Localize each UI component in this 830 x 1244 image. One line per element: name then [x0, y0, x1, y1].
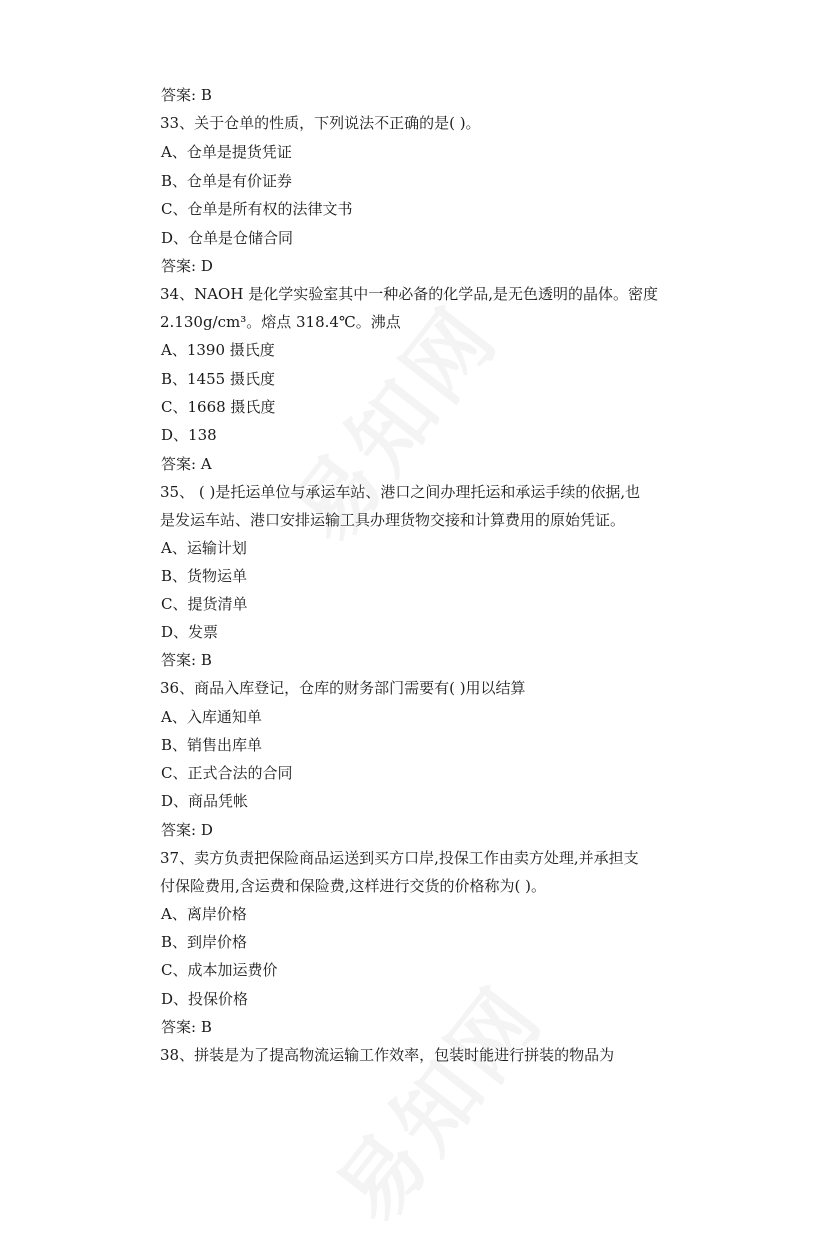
- answer-option: A、仓单是提货凭证: [161, 143, 292, 161]
- answer-key: 答案: D: [161, 821, 213, 839]
- watermark: [304, 957, 566, 1244]
- answer-option: B、1455 摄氏度: [161, 370, 275, 388]
- answer-option: D、仓单是仓储合同: [161, 229, 294, 247]
- answer-key: 答案: D: [161, 257, 213, 275]
- answer-option: B、销售出库单: [161, 736, 263, 754]
- answer-option: D、投保价格: [161, 990, 249, 1008]
- answer-key: 答案: B: [161, 86, 212, 104]
- answer-option: A、1390 摄氏度: [161, 341, 275, 359]
- answer-option: D、商品凭帐: [161, 792, 249, 810]
- answer-option: C、仓单是所有权的法律文书: [161, 200, 353, 218]
- answer-key: 答案: B: [161, 651, 212, 669]
- question-text: 35、 ( )是托运单位与承运车站、港口之间办理托运和承运手续的依据,也: [160, 483, 641, 501]
- question-text: 2.130g/cm³。熔点 318.4℃。沸点: [160, 313, 401, 331]
- answer-option: C、1668 摄氏度: [161, 398, 276, 416]
- question-text: 33、关于仓单的性质，下列说法不正确的是( )。: [160, 114, 481, 132]
- question-text: 37、卖方负责把保险商品运送到买方口岸,投保工作由卖方处理,并承担支: [160, 849, 639, 867]
- question-text: 34、NAOH 是化学实验室其中一种必备的化学品,是无色透明的晶体。密度: [160, 285, 658, 303]
- answer-option: D、发票: [161, 623, 219, 641]
- answer-option: C、成本加运费价: [161, 961, 278, 979]
- answer-option: C、提货清单: [161, 595, 248, 613]
- question-text: 是发运车站、港口安排运输工具办理货物交接和计算费用的原始凭证。: [160, 511, 626, 529]
- answer-option: B、货物运单: [161, 567, 248, 585]
- answer-option: D、138: [161, 426, 217, 444]
- answer-option: B、到岸价格: [161, 933, 248, 951]
- answer-key: 答案: A: [161, 455, 212, 473]
- answer-option: A、运输计划: [161, 539, 247, 557]
- answer-option: C、正式合法的合同: [161, 764, 293, 782]
- answer-option: A、入库通知单: [161, 708, 262, 726]
- answer-key: 答案: B: [161, 1018, 212, 1036]
- answer-option: A、离岸价格: [161, 905, 247, 923]
- question-text: 38、拼装是为了提高物流运输工作效率，包装时能进行拼装的物品为: [160, 1046, 615, 1064]
- answer-option: B、仓单是有价证券: [161, 172, 293, 190]
- question-text: 36、商品入库登记，仓库的财务部门需要有( )用以结算: [160, 679, 526, 697]
- question-text: 付保险费用,含运费和保险费,这样进行交货的价格称为( )。: [160, 877, 547, 895]
